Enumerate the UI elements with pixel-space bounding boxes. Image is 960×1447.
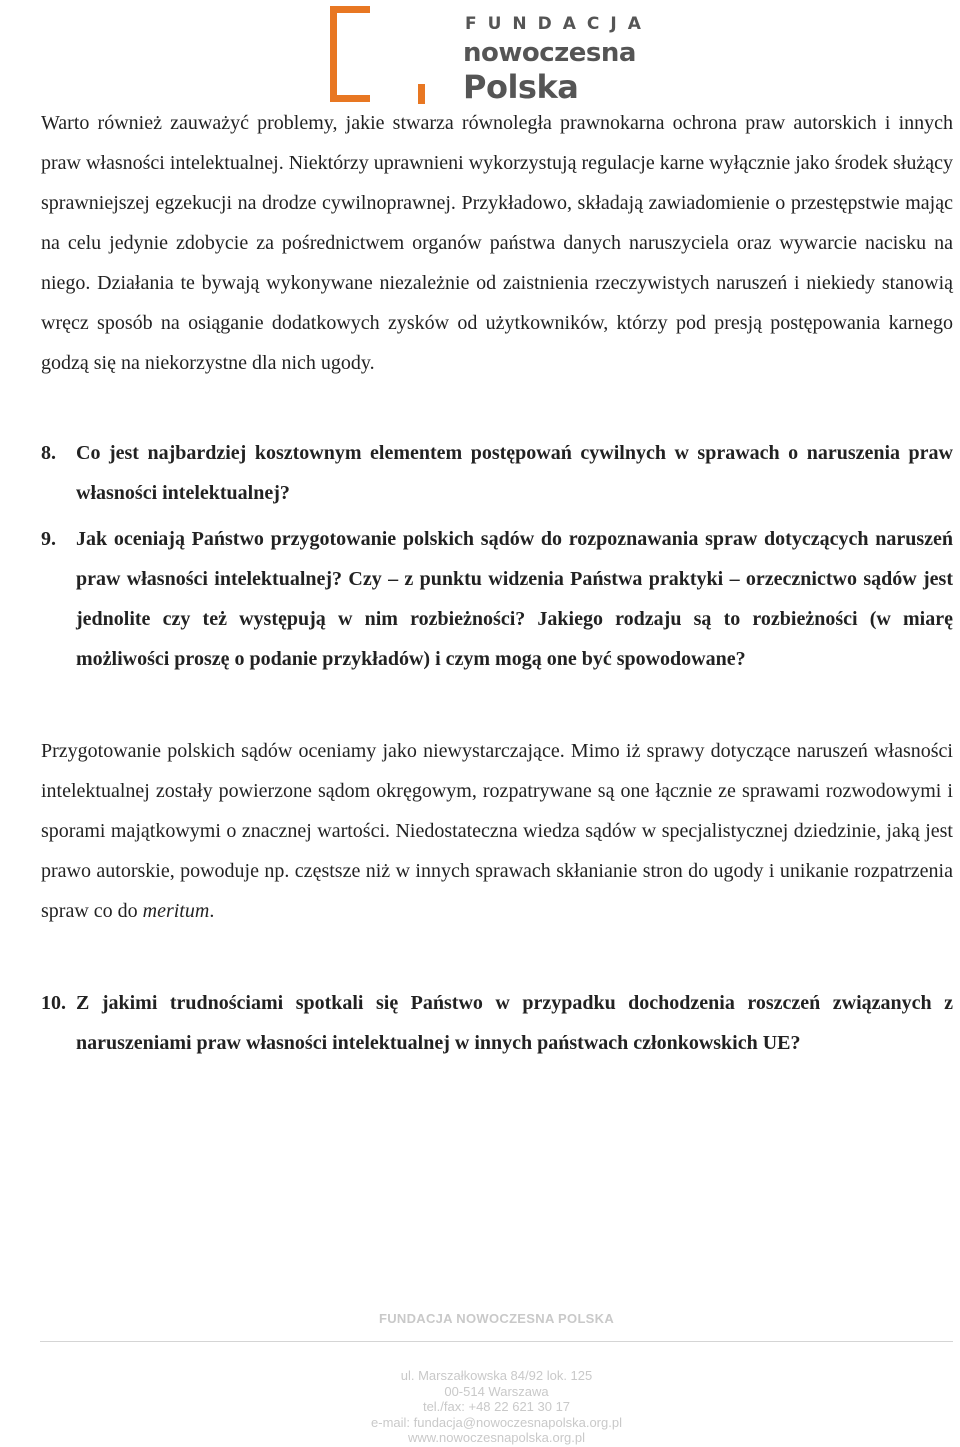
paragraph-end: . (209, 900, 215, 922)
document-body (41, 103, 953, 1063)
paragraph-italic-term: meritum (142, 900, 210, 922)
footer-website[interactable]: www.nowoczesnapolska.org.pl (407, 1430, 586, 1445)
question-list-a (41, 433, 953, 679)
logo-bracket-icon (330, 6, 370, 102)
footer-phone: tel./fax: +48 22 621 30 17 (422, 1399, 571, 1414)
logo-bracket-tail (418, 84, 425, 104)
paragraph-criminal-protection: Warto również zauważyć problemy, jakie stwarza równoległa prawnokarna ochrona praw autorskich i innych praw własności intelektualnej. Niektórzy uprawnieni wykorzystują regulacje karne wyłącznie jako środek służący sprawniejszej egzekucji na drodze cywilnoprawnej. Przykładowo, składają zawiadomienie o przestępstwie mając na celu jedynie zdobycie za pośrednictwem organów państwa danych naruszyciela oraz wywarcie nacisku na niego. Działania te bywają wykonywane niezależnie od zaistnienia rzeczywistych naruszeń i niekiedy stanowią wręcz sposób na osiąganie dodatkowych zysków od użytkowników, którzy pod presją postępowania karnego godzą się na niekorzystne dla nich ugody. (41, 112, 953, 374)
question-list-b (41, 983, 953, 1063)
footer-title: FUNDACJA NOWOCZESNA POLSKA (378, 1311, 615, 1326)
footer-divider (40, 1341, 953, 1342)
logo-text-fundacja: FUNDACJA (465, 14, 652, 34)
logo-text-nowoczesna: nowoczesna (463, 38, 636, 68)
question-8 (41, 433, 953, 513)
footer-contact (40, 1368, 953, 1446)
logo-text-polska: Polska (463, 68, 579, 106)
question-number: 10. (41, 992, 66, 1014)
foundation-logo (330, 6, 652, 106)
paragraph-text: Przygotowanie polskich sądów oceniamy jako niewystarczające. Mimo iż sprawy dotyczące naruszeń własności intelektualnej zostały powierzone sądom okręgowym, rozpatrywane są one łącznie ze sprawami rozwodowymi i sporami majątkowymi o znacznej wartości. Niedostateczna wiedza sądów w specjalistycznej dziedzinie, jaką jest prawo autorskie, powoduje np. częstsze niż w innych sprawach skłanianie stron do ugody i unikanie rozpatrzenia spraw co do (41, 740, 953, 922)
question-10 (41, 983, 953, 1063)
question-9 (41, 519, 953, 679)
question-text: Z jakimi trudnościami spotkali się Państwo w przypadku dochodzenia roszczeń związanych z naruszeniami praw własności intelektualnej w innych państwach członkowskich UE? (76, 992, 953, 1054)
footer-address: ul. Marszałkowska 84/92 lok. 125 (400, 1368, 593, 1383)
footer-city: 00-514 Warszawa (444, 1383, 549, 1399)
footer-email[interactable]: e-mail: fundacja@nowoczesnapolska.org.pl (371, 1414, 622, 1430)
question-text: Jak oceniają Państwo przygotowanie polskich sądów do rozpoznawania spraw dotyczących naruszeń praw własności intelektualnej? Czy – z punktu widzenia Państwa praktyki – orzecznictwo sądów jest jednolite czy też występują w nim rozbieżności? Jakiego rodzaju są to rozbieżności (w miarę możliwości proszę o podanie przykładów) i czym mogą one być spowodowane? (76, 528, 953, 670)
question-number: 8. (41, 442, 56, 464)
paragraph-court-preparation (41, 731, 953, 931)
question-text: Co jest najbardziej kosztownym elementem postępowań cywilnych w sprawach o naruszenia praw własności intelektualnej? (76, 442, 953, 504)
question-number: 9. (41, 528, 56, 550)
